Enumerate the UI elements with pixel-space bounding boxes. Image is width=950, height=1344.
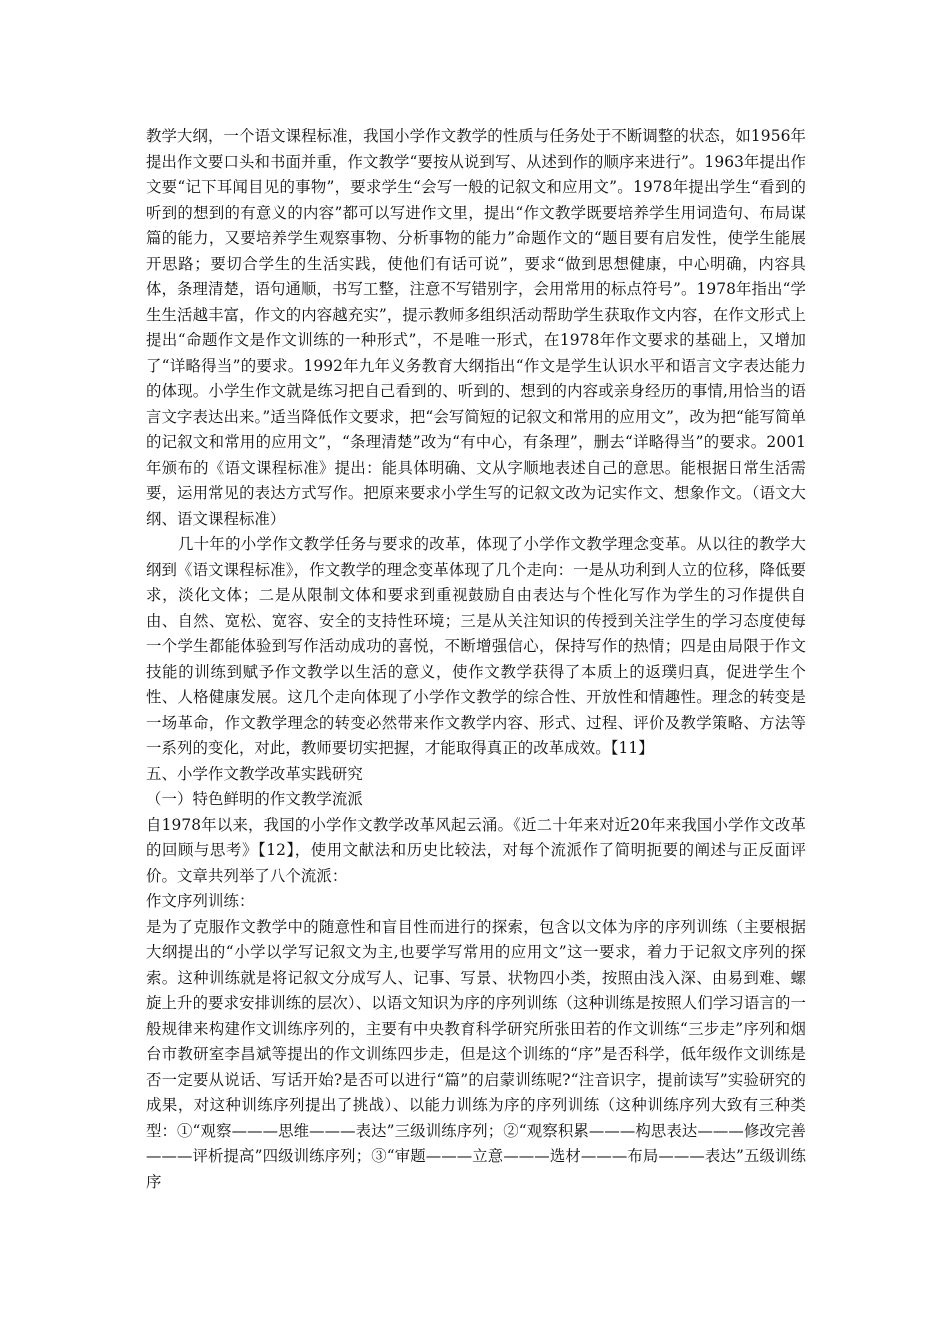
paragraph-concept-change: 几十年的小学作文教学任务与要求的改革，体现了小学作文教学理念变革。从以往的教学大纲到《语文课程标准》，作文教学的理念变革体现了几个走向：一是从功利到人立的位移，降低要求，淡化文体；二是从限制文体和要求到重视鼓励自由表达与个性化写作为学生的习作提供自由、自然、宽松、宽容、安全的支持性环境；三是从关注知识的传授到关注学生的学习态度使每一个学生都能体验到写作活动成功的喜悦，不断增强信心，保持写作的热情；四是由局限于作文技能的训练到赋予作文教学以生活的意义，使作文教学获得了本质上的返璞归真，促进学生个性、人格健康发展。这几个走向体现了小学作文教学的综合性、开放性和情趣性。理念的转变是一场革命，作文教学理念的转变必然带来作文教学内容、形式、过程、评价及教学策略、方法等一系列的变化，对此，教师要切实把握，才能取得真正的改革成效。【11】	[146, 535, 806, 757]
document-page	[146, 124, 806, 1195]
heading-sequence-training: 作文序列训练：	[146, 892, 255, 910]
subsection-heading-one: （一）特色鲜明的作文教学流派	[146, 790, 363, 808]
paragraph-curriculum-history: 教学大纲，一个语文课程标准，我国小学作文教学的性质与任务处于不断调整的状态，如1956年提出作文要口头和书面并重，作文教学“要按从说到写、从述到作的顺序来进行”。1963年提出作文要“记下耳闻目见的事物”，要求学生“会写一般的记叙文和应用文”。1978年提出学生“看到的听到的想到的有意义的内容”都可以写进作文里，提出“作文教学既要培养学生用词造句、布局谋篇的能力，又要培养学生观察事物、分析事物的能力”命题作文的“题目要有启发性，使学生能展开思路；要切合学生的生活实践，使他们有话可说”，要求“做到思想健康，中心明确，内容具体，条理清楚，语句通顺，书写工整，注意不写错别字，会用常用的标点符号”。1978年指出“学生生活越丰富，作文的内容越充实”，提示教师多组织活动帮助学生获取作文内容，在作文形式上提出“命题作文是作文训练的一种形式”，不是唯一形式，在1978年作文要求的基础上，又增加了“详略得当”的要求。1992年九年义务教育大纲指出“作文是学生认识水平和语言文字表达能力的体现。小学生作文就是练习把自己看到的、听到的、想到的内容或亲身经历的事情,用恰当的语言文字表达出来。”适当降低作文要求，把“会写简短的记叙文和常用的应用文”，改为把“能写简单的记叙文和常用的应用文”，“条理清楚”改为“有中心，有条理”，删去“详略得当”的要求。2001年颁布的《语文课程标准》提出：能具体明确、文从字顺地表述自己的意思。能根据日常生活需要，运用常见的表达方式写作。把原来要求小学生写的记叙文改为记实作文、想象作文。（语文大纲、语文课程标准）	[146, 127, 806, 528]
paragraph-sequence-training: 是为了克服作文教学中的随意性和盲目性而进行的探索，包含以文体为序的序列训练（主要根据大纲提出的“小学以学写记叙文为主,也要学写常用的应用文”这一要求，着力于记叙文序列的探索。这种训练就是将记叙文分成写人、记事、写景、状物四小类，按照由浅入深、由易到难、螺旋上升的要求安排训练的层次）、以语文知识为序的序列训练（这种训练是按照人们学习语言的一般规律来构建作文训练序列的，主要有中央教育科学研究所张田若的作文训练“三步走”序列和烟台市教研室李昌斌等提出的作文训练四步走，但是这个训练的“序”是否科学，低年级作文训练是否一定要从说话、写话开始?是否可以进行“篇”的启蒙训练呢?“注音识字，提前读写”实验研究的成果，对这种训练序列提出了挑战）、以能力训练为序的序列训练（这种训练序列大致有三种类型：①“观察———思维———表达”三级训练序列；②“观察积累———构思表达———修改完善———评析提高”四级训练序列；③“审题———立意———选材———布局———表达”五级训练序	[146, 917, 806, 1191]
paragraph-since-1978: 自1978年以来，我国的小学作文教学改革风起云涌。《近二十年来对近20年来我国小学作文改革的回顾与思考》【12】，使用文献法和历史比较法，对每个流派作了简明扼要的阐述与正反面评价。文章共列举了八个流派：	[146, 815, 806, 885]
section-heading-five: 五、小学作文教学改革实践研究	[146, 764, 363, 783]
